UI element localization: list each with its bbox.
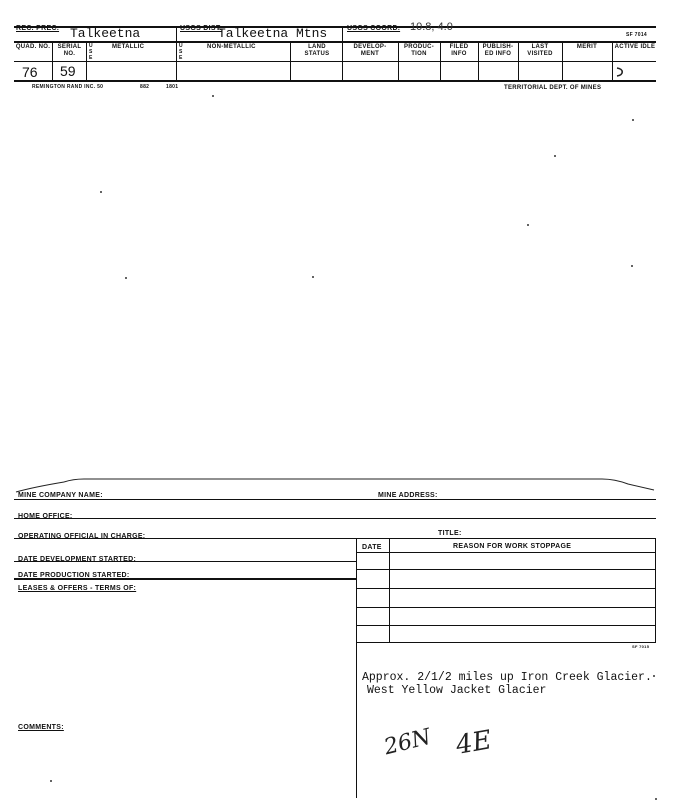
rule [14,578,356,580]
speck [100,191,102,193]
header-divider [342,26,343,41]
usgs-dist-value: Talkeetna Mtns [218,26,328,41]
note-location-line2: West Yellow Jacket Glacier [367,684,547,697]
usgs-dist-label: USGS DIST. [180,25,222,32]
stoppage-row-rule [356,552,656,553]
mine-company-name-label: MINE COMPANY NAME: [18,492,103,499]
rule [14,518,656,519]
speck [50,780,52,782]
speck [631,265,633,267]
stoppage-row-rule [356,642,656,643]
col-serial-no: SERIAL NO. [57,44,82,57]
handwritten-range: 4E [453,725,494,761]
speck [527,224,529,226]
row-serial-no: 59 [60,63,76,79]
stoppage-row-rule [356,569,656,570]
active-idle-mark [614,66,628,80]
rec-prec-label: REC. PREC. [16,25,60,32]
col-published-info: PUBLISH- ED INFO [482,44,514,57]
speck [212,95,214,97]
col-production: PRODUC- TION [403,44,435,57]
stoppage-row-rule [356,588,656,589]
leases-offers-label: LEASES & OFFERS - TERMS OF: [18,585,137,592]
form-code-top: SF 7014 [626,32,648,38]
stoppage-date-header: DATE [362,544,382,551]
rec-prec-value: Talkeetna [70,26,141,41]
speck [655,798,657,800]
col-filed-info: FILED INFO [449,44,469,57]
rule [14,499,656,500]
stoppage-right-edge [655,538,656,642]
usgs-coord-label: USGS COORD. [347,25,401,32]
col-metallic: METALLIC [112,44,145,50]
rule [14,538,656,539]
column-header-rule [14,61,656,62]
speck [653,675,655,677]
col-active-idle: ACTIVE IDLE [614,44,656,50]
col-last-visited: LAST VISITED [527,44,553,57]
date-production-started-label: DATE PRODUCTION STARTED: [18,572,130,579]
printer-code-a: 882 [140,84,150,90]
col-merit: MERIT [576,44,598,50]
col-development: DEVELOP- MENT [353,44,387,57]
department-name: TERRITORIAL DEPT. OF MINES [504,85,602,91]
home-office-label: HOME OFFICE: [18,513,73,520]
mine-address-label: MINE ADDRESS: [378,492,438,499]
speck [312,276,314,278]
printer-credit: REMINGTON RAND INC. 50 [32,84,104,90]
printer-code-b: 1801 [166,84,179,90]
comments-label: COMMENTS: [18,724,64,731]
stoppage-reason-header: REASON FOR WORK STOPPAGE [453,543,572,550]
stoppage-row-rule [356,607,656,608]
header-rule [14,41,656,43]
col-use-metallic: U S E [89,43,93,61]
col-use-nonmetallic: U S E [179,43,183,61]
usgs-coord-value: 10.8, 4.0 [410,21,453,33]
speck [554,155,556,157]
note-location-line1: Approx. 2/1/2 miles up Iron Creek Glacier. [362,671,652,684]
date-development-started-label: DATE DEVELOPMENT STARTED: [18,556,137,563]
row-bottom-rule [14,80,656,82]
stoppage-date-divider [389,538,390,642]
speck [125,277,127,279]
form-code-bottom: SF 7015 [632,644,650,649]
center-divider [356,538,357,798]
col-quad-no: QUAD. NO. [15,44,51,50]
stoppage-row-rule [356,625,656,626]
operating-official-label: OPERATING OFFICIAL IN CHARGE: [18,533,146,540]
title-label: TITLE: [438,530,462,537]
row-quad-no: 76 [22,64,38,80]
handwritten-township: 26N [381,724,434,761]
perforation-edge [14,476,664,496]
col-non-metallic: NON-METALLIC [207,44,256,50]
col-land-status: LAND STATUS [304,44,330,57]
speck [632,119,634,121]
header-divider [176,26,177,41]
rule [14,561,356,562]
